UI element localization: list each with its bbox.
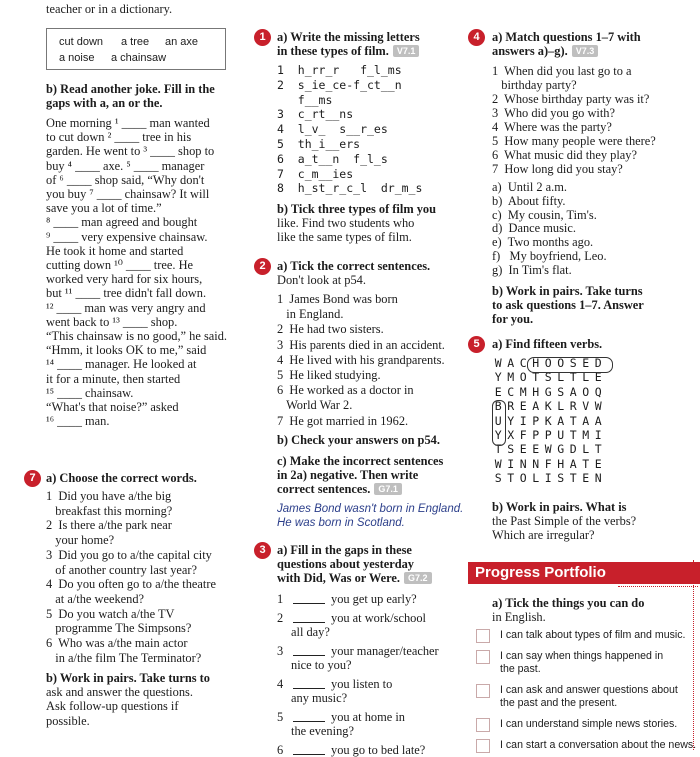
answer-gap[interactable] — [293, 645, 325, 656]
exercise-4-question: 3 Who did you go with? — [492, 106, 615, 120]
story-line: you buy ⁷ ____ chainsaw? It will — [46, 187, 210, 201]
word-search-letter[interactable]: O — [557, 356, 565, 370]
word-search-letter[interactable]: O — [519, 471, 527, 486]
portfolio-checkbox[interactable] — [476, 650, 490, 664]
word-search-letter[interactable]: A — [582, 413, 590, 428]
exercise-5b-line: the Past Simple of the verbs? — [492, 514, 637, 528]
question-text: you at work/school — [331, 611, 426, 625]
exercise-4-answer: e) Two months ago. — [492, 235, 594, 250]
answer-gap[interactable] — [293, 711, 325, 722]
exercise-4b-line: for you. — [492, 312, 534, 326]
word-search-letter[interactable]: C — [519, 356, 527, 370]
exercise-7-item-line: 6 Who was a/the main actor — [46, 636, 188, 650]
exercise-3-question — [277, 611, 426, 625]
exercise-7-item-line: in a/the film The Terminator? — [46, 650, 202, 665]
story-line: ¹² ____ man was very angry and — [46, 300, 206, 315]
exercise-3a-line3: with Did, Was or Were. G7.2 — [277, 571, 432, 585]
exercise-4-question: 4 Where was the party? — [492, 120, 612, 134]
word-search-letter[interactable]: N — [532, 456, 540, 471]
word-search-letter[interactable]: H — [532, 356, 540, 370]
word-search-letter[interactable]: T — [569, 427, 577, 442]
exercise-7-item-line: at a/the weekend? — [46, 591, 145, 606]
word-search-letter[interactable]: T — [582, 456, 590, 471]
column-1 — [0, 0, 232, 750]
word-search-letter[interactable]: R — [569, 399, 577, 414]
word-search-letter[interactable]: A — [569, 384, 577, 399]
word-search-letter[interactable]: I — [594, 427, 602, 442]
exercise-1a-heading-2: in these types of film. V7.1 — [277, 44, 419, 58]
story-line: garden. He went to ³ ____ shop to — [46, 144, 215, 159]
story-line: ¹⁶ ____ man. — [46, 414, 110, 429]
exercise-7-item-line: breakfast this morning? — [46, 503, 173, 518]
film-type-puzzle: f__ms — [277, 92, 333, 107]
exercise-5b-line: b) Work in pairs. What is — [492, 500, 627, 514]
film-type-puzzle: 7 c_m__ies — [277, 166, 354, 181]
question-number: 4 — [277, 677, 284, 691]
word-search-letter[interactable]: W — [594, 399, 602, 414]
question-text: you at home in — [331, 710, 405, 724]
exercise-1b-line: like. Find two students who — [277, 216, 415, 230]
portfolio-checkbox[interactable] — [476, 684, 490, 698]
word-search-letter[interactable]: S — [557, 471, 565, 486]
exercise-2-sentence: 2 He had two sisters. — [277, 322, 384, 337]
exercise-2c-line1: c) Make the incorrect sentences — [277, 454, 444, 468]
portfolio-checkbox[interactable] — [476, 718, 490, 732]
word-search-letter[interactable]: D — [569, 442, 577, 457]
word-search-letter[interactable]: E — [519, 399, 527, 414]
exercise-4-answer: a) Until 2 a.m. — [492, 180, 568, 194]
exercise-4-answer: d) Dance music. — [492, 221, 576, 236]
word-search-letter[interactable]: Q — [594, 384, 602, 399]
exercise-4b-line: to ask questions 1–7. Answer — [492, 298, 644, 312]
portfolio-item-text: I can understand simple news stories. — [500, 718, 678, 730]
word-search-letter[interactable]: A — [532, 399, 540, 414]
exercise-3-number: 3 — [254, 542, 271, 559]
story-line: of ⁶ ____ shop said, “Why don't — [46, 172, 205, 187]
word-search-highlight-buy — [492, 400, 506, 446]
exercise-4a-heading: a) Match questions 1–7 with — [492, 30, 641, 44]
exercise-5-number: 5 — [468, 336, 485, 353]
exercise-2-sentence: World War 2. — [277, 398, 353, 413]
portfolio-item-text: the past. — [500, 663, 541, 675]
word-search-letter[interactable]: A — [557, 413, 565, 428]
story-line: “What's that noise?” asked — [46, 400, 179, 414]
example-sentence-2: He was born in Scotland. — [277, 517, 405, 529]
word-search-letter[interactable]: E — [494, 384, 502, 399]
exercise-2-sentence: 4 He lived with his grandparents. — [277, 352, 445, 367]
exercise-7b-line: Ask follow-up questions if — [46, 699, 179, 714]
word-search-letter[interactable]: T — [569, 413, 577, 428]
intro-tail: teacher or in a dictionary. — [46, 2, 173, 16]
portfolio-item-text: I can start a conversation about the news. — [500, 739, 697, 751]
exercise-3-question — [277, 644, 439, 658]
word-search-row — [492, 471, 605, 485]
question-text: you listen to — [331, 677, 393, 691]
word-search-letter[interactable]: K — [544, 413, 552, 428]
question-text: you go to bed late? — [331, 743, 426, 757]
exercise-4-question: 5 How many people were there? — [492, 134, 656, 148]
word-search-letter[interactable]: M — [507, 370, 515, 385]
word-search-row — [492, 414, 605, 428]
portfolio-checkbox[interactable] — [476, 739, 490, 753]
story-line: but ¹¹ ____ tree didn't fall down. — [46, 286, 207, 301]
exercise-7b-line: ask and answer the questions. — [46, 685, 193, 700]
question-number: 3 — [277, 644, 284, 658]
word-search-letter[interactable]: G — [557, 442, 565, 457]
word-box-item: an axe — [165, 36, 199, 48]
word-search-highlight-choose — [527, 357, 613, 373]
word-search-letter[interactable]: N — [519, 456, 527, 471]
story-line: “This chainsaw is no good,” he said. — [46, 329, 228, 343]
exercise-2a-heading: a) Tick the correct sentences. — [277, 259, 431, 273]
portfolio-a-heading-2: in English. — [492, 610, 546, 624]
exercise-7b-line: b) Work in pairs. Take turns to — [46, 671, 210, 685]
exercise-7-item-line: your home? — [46, 533, 115, 548]
story-line: One morning ¹ ____ man wanted — [46, 116, 210, 130]
exercise-2-sentence: 3 His parents died in an accident. — [277, 337, 445, 352]
word-search-letter[interactable]: L — [532, 471, 540, 486]
word-search-letter[interactable]: E — [594, 456, 602, 471]
word-search-letter[interactable]: P — [544, 427, 552, 442]
word-search-letter[interactable]: T — [507, 471, 515, 486]
exercise-2-sentence: 6 He worked as a doctor in — [277, 383, 414, 398]
exercise-4-question: 7 How long did you stay? — [492, 162, 623, 176]
answer-gap[interactable] — [293, 612, 325, 623]
word-search-letter[interactable]: T — [494, 442, 502, 457]
word-search-letter[interactable]: W — [494, 356, 502, 370]
exercise-4-answer: b) About fifty. — [492, 193, 566, 208]
exercise-2-sentence: 7 He got married in 1962. — [277, 413, 409, 428]
exercise-2-number: 2 — [254, 258, 271, 275]
exercise-4a-heading-2: answers a)–g). V7.3 — [492, 44, 598, 58]
question-number: 6 — [277, 743, 284, 757]
story-line: it for a minute, then started — [46, 371, 181, 386]
word-search-letter[interactable]: S — [507, 442, 515, 457]
exercise-4-answer: f) My boyfriend, Leo. — [492, 249, 607, 263]
film-type-puzzle: 6 a_t__n f_l_s — [277, 151, 388, 166]
exercise-3a-line1: a) Fill in the gaps in these — [277, 543, 412, 557]
progress-portfolio-banner — [468, 562, 700, 584]
exercise-3-question — [277, 677, 392, 691]
exercise-5a-heading: a) Find fifteen verbs. — [492, 337, 603, 351]
word-search-letter[interactable]: E — [594, 370, 602, 385]
exercise-2-sentence: 5 He liked studying. — [277, 368, 381, 382]
example-sentence-1: James Bond wasn't born in England. — [277, 503, 464, 515]
word-search-letter[interactable]: H — [557, 456, 565, 471]
question-text-continued: the evening? — [291, 724, 354, 738]
word-search-letter[interactable]: P — [532, 427, 540, 442]
story-line: “Hmm, it looks OK to me,” said — [46, 343, 207, 358]
exercise-2c-line2: in 2a) negative. Then write — [277, 468, 419, 482]
exercise-3-question — [277, 743, 425, 757]
word-search-letter[interactable]: W — [544, 442, 552, 457]
exercise-7-item-line: programme The Simpsons? — [46, 621, 192, 636]
exercise-1a-heading: a) Write the missing letters — [277, 30, 420, 44]
exercise-3-question — [277, 710, 405, 724]
exercise-7-item-line: 2 Is there a/the park near — [46, 518, 172, 533]
word-search-letter[interactable]: G — [544, 384, 552, 399]
word-search-letter[interactable]: A — [569, 456, 577, 471]
exercise-7-number: 7 — [24, 470, 41, 487]
story-line: buy ⁴ ____ axe. ⁵ ____ manager — [46, 158, 205, 173]
word-search-letter[interactable]: F — [519, 427, 527, 442]
portfolio-item-text: I can say when things happened in — [500, 650, 664, 662]
banner-dotted-rule — [618, 586, 698, 587]
word-search-letter[interactable]: S — [494, 471, 502, 486]
exercise-4-question: 1 When did you last go to a — [492, 64, 632, 78]
portfolio-item-text: the past and the present. — [500, 697, 618, 709]
word-search-row — [492, 428, 605, 442]
exercise-2b: b) Check your answers on p54. — [277, 433, 440, 447]
word-search-letter[interactable]: N — [594, 471, 602, 486]
story-line: save you a lot of time.” — [46, 201, 162, 216]
exercise-5b-line: Which are irregular? — [492, 528, 595, 542]
word-search-letter[interactable]: S — [569, 356, 577, 370]
question-text: you get up early? — [331, 592, 417, 606]
column-2 — [254, 0, 480, 757]
word-search-letter[interactable]: Y — [494, 370, 502, 385]
story-line: went back to ¹³ ____ shop. — [46, 314, 178, 329]
grammar-badge: G7.2 — [404, 572, 432, 584]
story-line: ⁹ ____ very expensive chainsaw. — [46, 229, 208, 244]
word-search-row — [492, 385, 605, 399]
word-search-letter[interactable]: T — [594, 442, 602, 457]
question-text: your manager/teacher — [331, 644, 439, 658]
exercise-4b-line: b) Work in pairs. Take turns — [492, 284, 643, 298]
film-type-puzzle: 5 th_i__ers — [277, 137, 361, 151]
exercise-1b-line: like the same types of film. — [277, 230, 412, 244]
word-search-letter[interactable]: Y — [494, 427, 502, 442]
exercise-4-answer: g) In Tim's flat. — [492, 262, 572, 277]
question-text-continued: nice to you? — [291, 658, 352, 672]
film-type-puzzle: 2 s_ie_ce-f_ct__n — [277, 77, 402, 92]
word-search-letter[interactable]: I — [519, 413, 527, 428]
exercise-3-question — [277, 592, 417, 606]
word-search-letter[interactable]: K — [544, 399, 552, 414]
word-search-letter[interactable]: S — [544, 370, 552, 385]
exercise-3a-line2: questions about yesterday — [277, 557, 414, 571]
exercise-b-heading: b) Read another joke. Fill in the — [46, 82, 215, 96]
portfolio-item-text: I can talk about types of film and music. — [500, 629, 686, 641]
exercise-2-sentence: in England. — [277, 307, 344, 322]
word-search-letter[interactable]: E — [582, 471, 590, 486]
word-search-letter[interactable]: P — [532, 413, 540, 428]
word-search-letter[interactable]: V — [582, 399, 590, 414]
question-number: 1 — [277, 592, 284, 606]
word-search-letter[interactable]: L — [557, 399, 565, 414]
word-box-item: a chainsaw — [111, 52, 167, 64]
word-search-row — [492, 399, 605, 413]
story-line: ⁸ ____ man agreed and bought — [46, 215, 198, 230]
film-type-puzzle: 3 c_rt__ns — [277, 107, 354, 122]
exercise-4-question: 2 Whose birthday party was it? — [492, 92, 650, 106]
word-search-letter[interactable]: I — [507, 456, 515, 471]
word-search-letter[interactable]: A — [594, 413, 602, 428]
word-search-letter[interactable]: L — [582, 370, 590, 385]
film-type-puzzle: 4 l_v_ s__r_es — [277, 122, 388, 137]
word-search-letter[interactable]: W — [494, 456, 502, 471]
word-search-letter[interactable]: S — [557, 384, 565, 399]
word-search-letter[interactable]: T — [569, 471, 577, 486]
story-line: He took it home and started — [46, 243, 184, 258]
word-box-item: a noise — [59, 52, 95, 64]
portfolio-checkbox[interactable] — [476, 629, 490, 643]
portfolio-item-text: I can ask and answer questions about — [500, 684, 678, 696]
word-search-grid — [492, 356, 605, 486]
word-search-letter[interactable]: D — [594, 356, 602, 370]
word-search-letter[interactable]: B — [494, 399, 502, 414]
answer-gap[interactable] — [293, 678, 325, 689]
word-search-letter[interactable]: M — [582, 427, 590, 442]
story-line: to cut down ² ____ tree in his — [46, 130, 192, 145]
story-line: worked very hard for six hours, — [46, 272, 203, 287]
film-type-puzzle: 8 h_st_r_c_l dr_m_s — [277, 181, 423, 196]
word-search-letter[interactable]: F — [544, 456, 552, 471]
word-search-row — [492, 457, 605, 471]
question-number: 5 — [277, 710, 284, 724]
exercise-7-item-line: 5 Do you watch a/the TV — [46, 606, 175, 621]
exercise-7-item-line: 1 Did you have a/the big — [46, 489, 172, 503]
story-line: ¹⁴ ____ manager. He looked at — [46, 357, 197, 372]
word-search-letter[interactable]: C — [507, 384, 515, 399]
exercise-1b-line: b) Tick three types of film you — [277, 202, 437, 216]
exercise-7-item-line: 4 Do you often go to a/the theatre — [46, 577, 216, 592]
progress-portfolio-title: Progress Portfolio — [475, 564, 606, 581]
word-search-letter[interactable]: E — [519, 442, 527, 457]
exercise-4-question: birthday party? — [492, 78, 577, 92]
question-text-continued: all day? — [291, 625, 330, 639]
word-box-item: cut down — [59, 36, 104, 48]
exercise-7a-heading: a) Choose the correct words. — [46, 471, 197, 485]
word-search-letter[interactable]: E — [582, 356, 590, 370]
exercise-b-heading-2: gaps with a, an or the. — [46, 96, 163, 110]
word-box-item: a tree — [121, 36, 150, 48]
question-text-continued: any music? — [291, 691, 348, 705]
right-edge-rule — [693, 560, 694, 750]
word-box — [46, 28, 226, 70]
word-search-letter[interactable]: O — [519, 370, 527, 385]
vocab-badge: V7.1 — [393, 45, 420, 57]
word-search-letter[interactable]: U — [557, 427, 565, 442]
word-search-letter[interactable]: X — [507, 427, 515, 442]
word-search-letter[interactable]: O — [582, 384, 590, 399]
word-search-row — [492, 442, 605, 456]
portfolio-a-heading: a) Tick the things you can do — [492, 596, 645, 610]
story-line: cutting down ¹⁰ ____ tree. He — [46, 258, 194, 272]
exercise-2c-line3: correct sentences. G7.1 — [277, 482, 402, 496]
story-line: ¹⁵ ____ chainsaw. — [46, 385, 134, 400]
word-search-letter[interactable]: M — [519, 384, 527, 399]
exercise-4-number: 4 — [468, 29, 485, 46]
word-search-letter[interactable]: R — [507, 399, 515, 414]
exercise-4-answer: c) My cousin, Tim's. — [492, 207, 597, 222]
answer-gap[interactable] — [293, 593, 325, 604]
grammar-badge: G7.1 — [374, 483, 402, 495]
word-search-letter[interactable]: L — [557, 370, 565, 385]
exercise-2-sentence: 1 James Bond was born — [277, 292, 398, 306]
word-search-letter[interactable]: T — [569, 370, 577, 385]
question-number: 2 — [277, 611, 284, 625]
exercise-7-item-line: of another country last year? — [46, 562, 198, 577]
word-search-letter[interactable]: E — [532, 442, 540, 457]
column-3 — [468, 0, 700, 750]
word-search-letter[interactable]: L — [582, 442, 590, 457]
word-search-letter[interactable]: H — [532, 384, 540, 399]
word-search-letter[interactable]: I — [544, 471, 552, 486]
word-search-letter[interactable]: O — [544, 356, 552, 370]
exercise-7b-line: possible. — [46, 713, 90, 728]
word-search-letter[interactable]: Y — [507, 413, 515, 428]
word-search-letter[interactable]: T — [532, 370, 540, 385]
word-search-letter[interactable]: U — [494, 413, 502, 428]
vocab-badge: V7.3 — [572, 45, 599, 57]
exercise-4-question: 6 What music did they play? — [492, 148, 637, 162]
word-search-letter[interactable]: A — [507, 356, 515, 370]
film-type-puzzle: 1 h_rr_r f_l_ms — [277, 63, 402, 77]
exercise-1-number: 1 — [254, 29, 271, 46]
exercise-2a-heading-2: Don't look at p54. — [277, 273, 366, 287]
exercise-7-item-line: 3 Did you go to a/the capital city — [46, 547, 212, 562]
